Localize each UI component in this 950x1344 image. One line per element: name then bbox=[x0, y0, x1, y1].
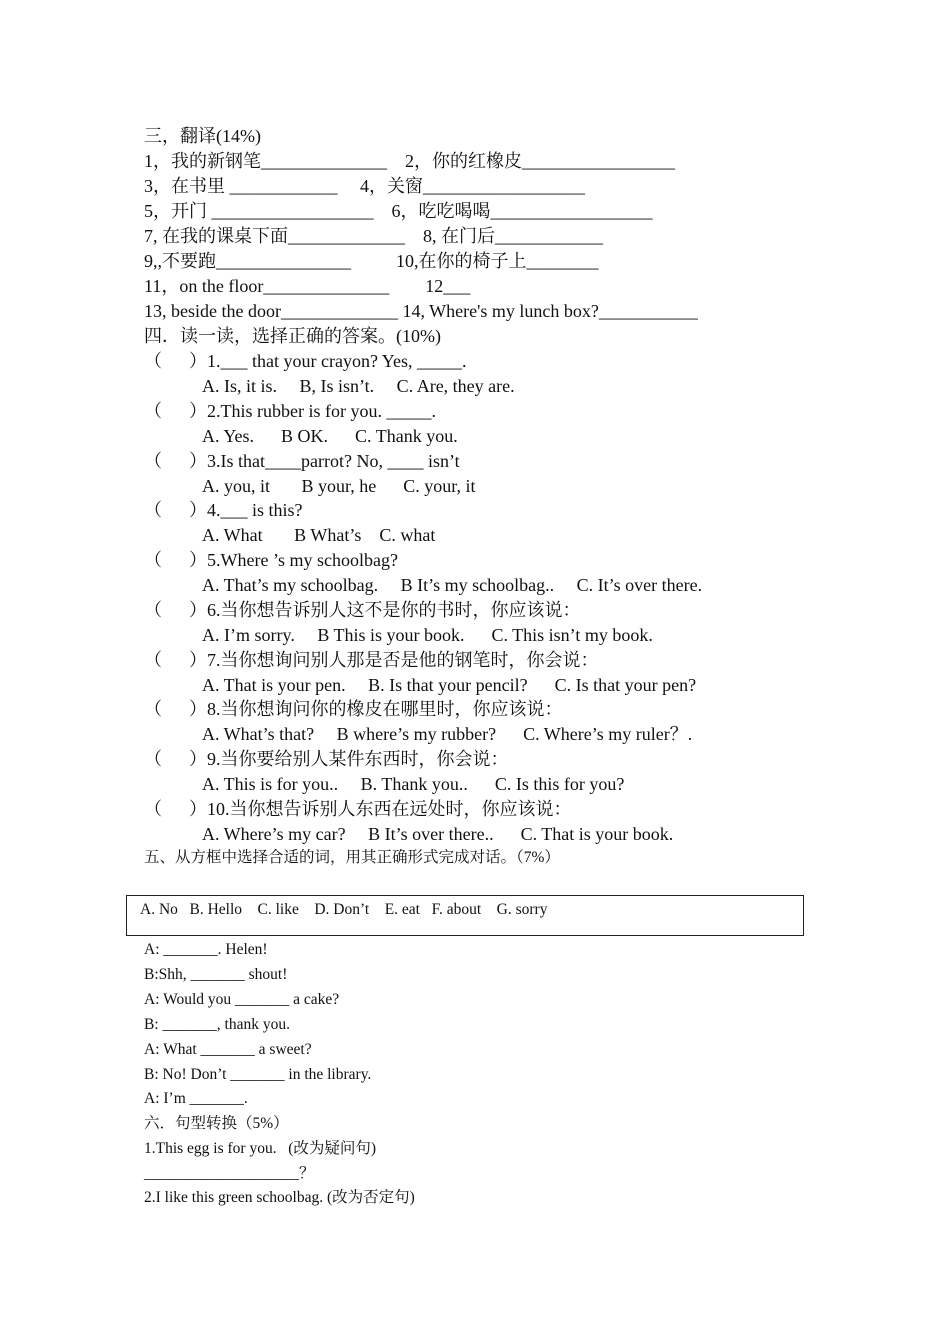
question-5: （ ）5.Where ’s my schoolbag? bbox=[144, 550, 398, 570]
dialogue-line-6: B: No! Don’t _______ in the library. bbox=[144, 1066, 372, 1083]
word-choice-box bbox=[126, 895, 804, 936]
question-4-options: A. What B What’s C. what bbox=[202, 525, 436, 545]
question-7: （ ）7.当你想询问别人那是否是他的钢笔时，你会说： bbox=[144, 650, 599, 670]
transform-line-2: 2.I like this green schoolbag. (改为否定句) bbox=[144, 1189, 415, 1206]
question-1-options: A. Is, it is. B, Is isn’t. C. Are, they are. bbox=[202, 376, 515, 396]
question-2: （ ）2.This rubber is for you. _____. bbox=[144, 401, 436, 421]
question-9-options: A. This is for you.. B. Thank you.. C. Is this for you? bbox=[202, 774, 625, 794]
translation-line-7: 13, beside the door_____________ 14, Where's my lunch box?___________ bbox=[144, 301, 698, 321]
question-4: （ ）4.___ is this? bbox=[144, 500, 303, 520]
section-6-heading: 六．句型转换（5%） bbox=[144, 1115, 289, 1132]
question-3: （ ）3.Is that____parrot? No, ____ isn’t bbox=[144, 451, 460, 471]
translation-line-4: 7, 在我的课桌下面_____________ 8, 在门后____________ bbox=[144, 226, 603, 246]
dialogue-line-7: A: I’m _______. bbox=[144, 1090, 248, 1107]
dialogue-line-3: A: Would you _______ a cake? bbox=[144, 991, 340, 1008]
dialogue-line-1: A: _______. Helen! bbox=[144, 941, 268, 958]
translation-line-3: 5，开门 __________________ 6，吃吃喝喝__________________ bbox=[144, 201, 653, 221]
section-4-heading: 四．读一读，选择正确的答案。(10%) bbox=[144, 326, 441, 346]
question-10-options: A. Where’s my car? B It’s over there.. C. That is your book. bbox=[202, 824, 674, 844]
translation-line-2: 3，在书里 ____________ 4，关窗__________________ bbox=[144, 176, 585, 196]
question-7-options: A. That is your pen. B. Is that your pencil? C. Is that your pen? bbox=[202, 675, 697, 695]
dialogue-line-2: B:Shh, _______ shout! bbox=[144, 966, 288, 983]
question-8-options: A. What’s that? B where’s my rubber? C. Where’s my ruler？. bbox=[202, 724, 693, 744]
translation-line-1: 1，我的新钢笔______________ 2，你的红橡皮_________________ bbox=[144, 151, 675, 171]
transform-line-1: 1.This egg is for you. (改为疑问句) bbox=[144, 1140, 377, 1157]
question-2-options: A. Yes. B OK. C. Thank you. bbox=[202, 426, 458, 446]
question-10: （ ）10.当你想告诉别人东西在远处时，你应该说： bbox=[144, 799, 572, 819]
question-6: （ ）6.当你想告诉别人这不是你的书时，你应该说： bbox=[144, 600, 581, 620]
word-choice-list: A. No B. Hello C. like D. Don’t E. eat F. about G. sorry bbox=[140, 901, 548, 918]
section-5-heading: 五、从方框中选择合适的词，用其正确形式完成对话。（7%） bbox=[144, 849, 560, 866]
question-3-options: A. you, it B your, he C. your, it bbox=[202, 476, 476, 496]
translation-line-5: 9,,不要跑_______________ 10,在你的椅子上________ bbox=[144, 251, 599, 271]
dialogue-line-5: A: What _______ a sweet? bbox=[144, 1041, 312, 1058]
question-8: （ ）8.当你想询问你的橡皮在哪里时，你应该说： bbox=[144, 699, 563, 719]
dialogue-line-4: B: _______, thank you. bbox=[144, 1016, 290, 1033]
section-3-heading: 三，翻译(14%) bbox=[144, 126, 261, 146]
transform-answer-line: ____________________？ bbox=[144, 1165, 315, 1182]
question-1: （ ）1.___ that your crayon? Yes, _____. bbox=[144, 351, 467, 371]
question-6-options: A. I’m sorry. B This is your book. C. This isn’t my book. bbox=[202, 625, 653, 645]
translation-line-6: 11，on the floor______________ 12___ bbox=[144, 276, 471, 296]
question-5-options: A. That’s my schoolbag. B It’s my schoolbag.. C. It’s over there. bbox=[202, 575, 703, 595]
question-9: （ ）9.当你要给别人某件东西时，你会说： bbox=[144, 749, 509, 769]
